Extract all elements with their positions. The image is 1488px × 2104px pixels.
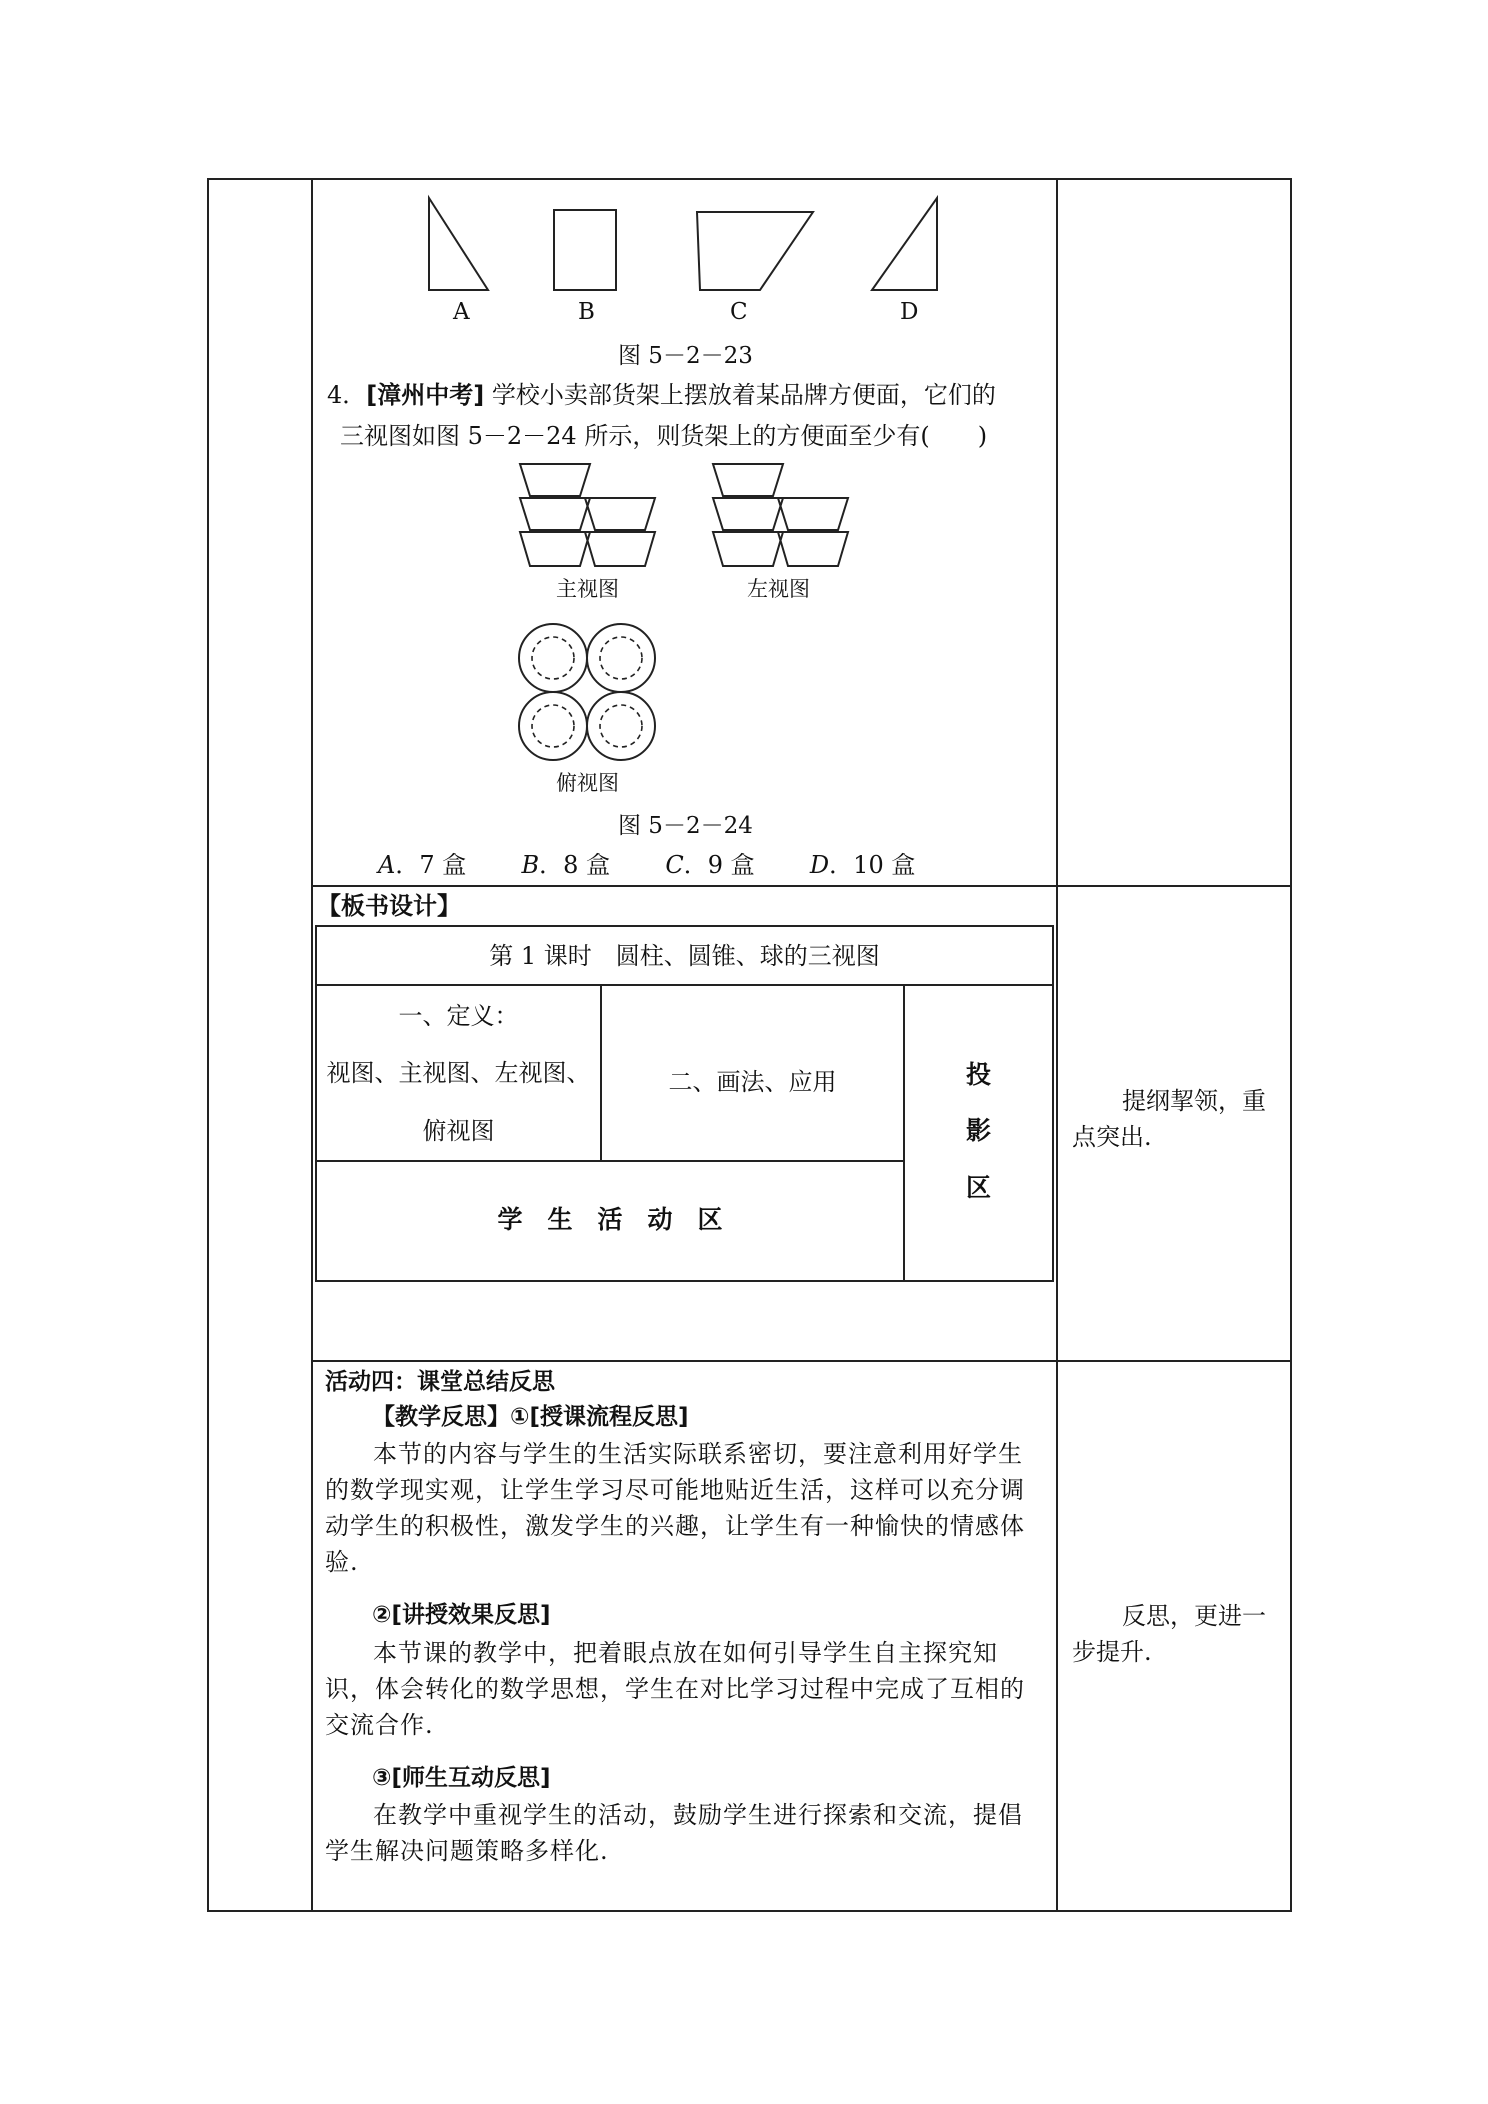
table-border-top bbox=[207, 178, 1292, 180]
teaching-reflection-heading: 【教学反思】①[授课流程反思] bbox=[372, 1404, 689, 1430]
figure-caption-5-2-24: 图 5－2－24 bbox=[618, 813, 753, 839]
board-side-note-line1: 提纲挈领，重 bbox=[1122, 1087, 1266, 1115]
board-mid-divider bbox=[315, 1160, 905, 1162]
q4-top-view bbox=[515, 620, 665, 770]
board-method: 二、画法、应用 bbox=[668, 1068, 837, 1096]
activity4-side-note-line1: 反思，更进一 bbox=[1122, 1602, 1266, 1630]
q4-stem-line1: 学校小卖部货架上摆放着某品牌方便面，它们的 bbox=[491, 381, 996, 409]
q3-option-label-d: D bbox=[900, 299, 919, 325]
board-title-divider bbox=[315, 984, 1054, 986]
reflection-paragraph-3: 在教学中重视学生的活动，鼓励学生进行探索和交流，提倡学生解决问题策略多样化. bbox=[325, 1801, 1023, 1865]
choice-c-letter: C bbox=[665, 851, 684, 879]
table-border-bottom bbox=[207, 1910, 1292, 1912]
q3-option-label-a: A bbox=[453, 299, 470, 325]
table-border-left bbox=[207, 178, 209, 1912]
reflection-paragraph-2: 本节课的教学中，把着眼点放在如何引导学生自主探究知识，体会转化的数学思想，学生在对比学习过程中完成了互相的交流合作. bbox=[325, 1639, 1025, 1739]
board-definition-line3: 俯视图 bbox=[422, 1117, 495, 1145]
choice-b-letter: B bbox=[521, 851, 540, 879]
reflection-paragraph-1: 本节的内容与学生的生活实际联系密切，要注意利用好学生的数学现实观，让学生学习尽可能地贴近生活，这样可以充分调动学生的积极性，激发学生的兴趣，让学生有一种愉快的情感体验. bbox=[325, 1440, 1025, 1576]
q4-number: 4． bbox=[327, 381, 367, 409]
activity4-title: 活动四：课堂总结反思 bbox=[325, 1369, 555, 1395]
table-border-right bbox=[1290, 178, 1292, 1912]
board-projection-char-2: 影 bbox=[965, 1116, 991, 1145]
choice-a-letter: A bbox=[378, 851, 396, 879]
board-student-area: 学 生 活 动 区 bbox=[497, 1205, 723, 1234]
q4-source: [漳州中考] bbox=[366, 381, 485, 409]
q4-left-view-label: 左视图 bbox=[747, 577, 810, 601]
board-border-bottom bbox=[315, 1280, 1054, 1282]
board-projection-char-1: 投 bbox=[965, 1060, 991, 1089]
activity4-side-note-line2: 步提升. bbox=[1072, 1638, 1152, 1666]
board-border-top bbox=[315, 925, 1054, 927]
shape-c-parallelogram bbox=[697, 212, 813, 290]
q3-option-label-b: B bbox=[578, 299, 595, 325]
teaching-effect-heading: ②[讲授效果反思] bbox=[372, 1602, 551, 1628]
choice-d-letter: D bbox=[809, 851, 830, 879]
column-divider-1 bbox=[311, 178, 313, 1912]
board-design-heading: 【板书设计】 bbox=[317, 892, 461, 920]
choice-c-text: ．9 盒 bbox=[683, 851, 755, 879]
shape-b-rectangle bbox=[554, 210, 616, 290]
choice-d-text: ．10 盒 bbox=[829, 851, 916, 879]
q4-stem-line2: 三视图如图 5－2－24 所示，则货架上的方便面至少有( ) bbox=[340, 422, 988, 450]
column-divider-2 bbox=[1056, 178, 1058, 1912]
figure-caption-5-2-23: 图 5－2－23 bbox=[618, 343, 753, 369]
board-definition-line1: 一、定义： bbox=[398, 1002, 519, 1030]
shape-d-right-triangle bbox=[872, 198, 937, 290]
q4-front-view bbox=[515, 462, 665, 574]
row-divider-2 bbox=[311, 1360, 1292, 1362]
q4-line1 bbox=[327, 380, 996, 410]
q4-front-view-label: 主视图 bbox=[556, 577, 619, 601]
q4-top-view-label: 俯视图 bbox=[556, 771, 619, 795]
q4-left-view bbox=[708, 462, 858, 574]
shape-a-right-triangle bbox=[429, 198, 488, 290]
choice-b-text: ．8 盒 bbox=[539, 851, 611, 879]
board-side-note-line2: 点突出. bbox=[1072, 1123, 1152, 1151]
board-definition-line2: 视图、主视图、左视图、 bbox=[326, 1059, 591, 1087]
board-title: 第 1 课时 圆柱、圆锥、球的三视图 bbox=[489, 942, 880, 970]
interaction-heading: ③[师生互动反思] bbox=[372, 1765, 551, 1791]
choice-a-text: ．7 盒 bbox=[395, 851, 467, 879]
q3-option-shapes bbox=[400, 190, 960, 310]
board-border-right bbox=[1052, 925, 1054, 1282]
q3-option-label-c: C bbox=[730, 299, 748, 325]
row-divider-1 bbox=[311, 885, 1292, 887]
board-projection-char-3: 区 bbox=[965, 1173, 991, 1202]
q4-choices bbox=[378, 850, 915, 880]
